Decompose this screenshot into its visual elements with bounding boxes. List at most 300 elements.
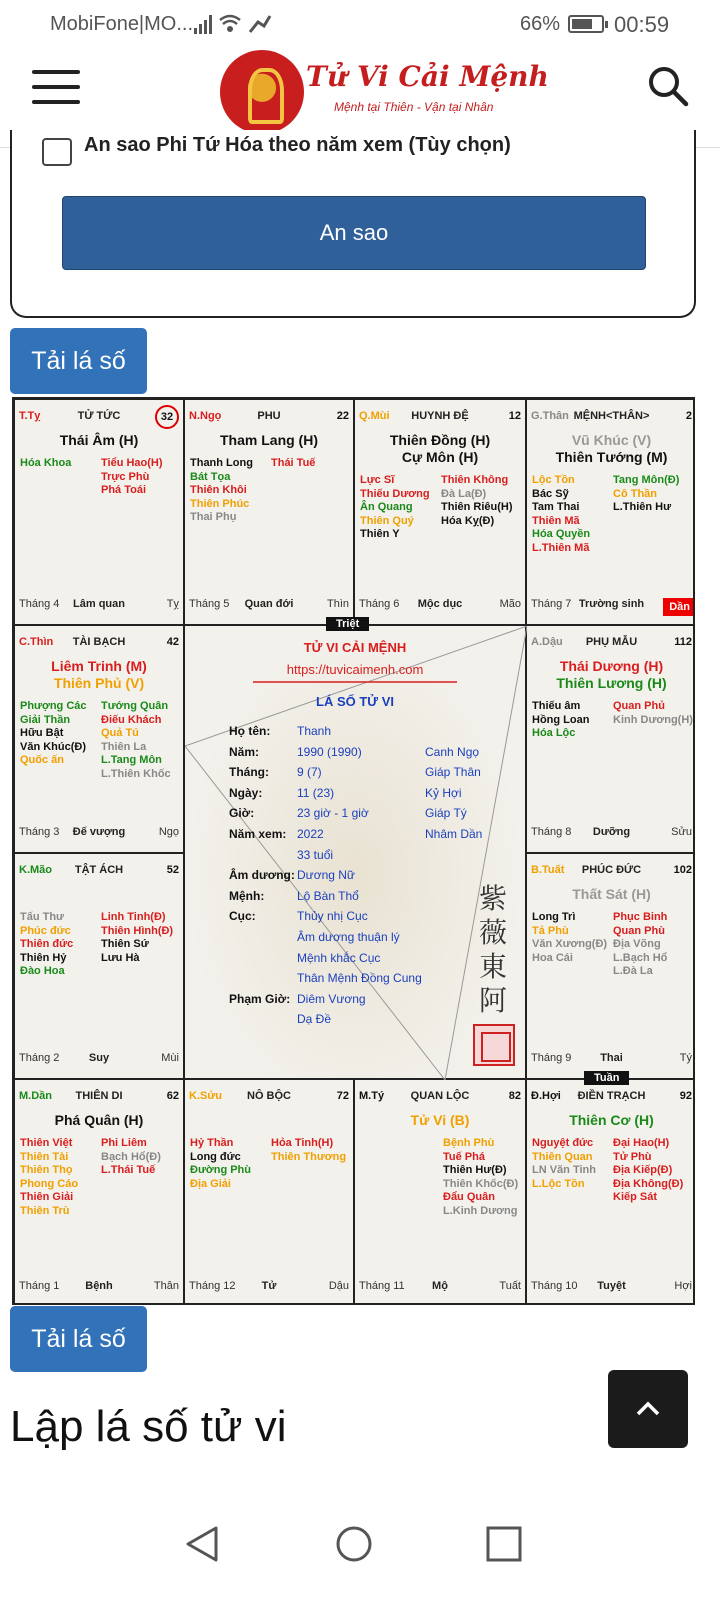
cell-footer (531, 826, 692, 840)
logo-emblem-icon (220, 50, 304, 134)
status-bar (0, 0, 720, 48)
life-phase: Tử (261, 1280, 277, 1292)
minor-star: L.Lộc Tồn (532, 1177, 585, 1190)
minor-star: Hóa Kỵ(Đ) (441, 514, 495, 527)
minor-star: Hóa Quyền (532, 528, 591, 540)
logo-slogan: Mệnh tại Thiên - Vận tại Nhân (334, 100, 494, 114)
palace-name: HUYNH ĐỆ (411, 410, 469, 422)
minor-star: Thiếu Dương (360, 487, 430, 500)
palace-name: TẬT ÁCH (74, 864, 124, 876)
minor-star: Thiên Thương (271, 1150, 347, 1163)
carrier-name: MobiFone|MO... (50, 13, 194, 35)
minor-star: Phượng Các (20, 700, 87, 712)
minor-star: Thiên Quý (360, 514, 414, 527)
minor-star: Thiên Tài (20, 1150, 69, 1163)
palace-branch: N.Ngọ (189, 410, 222, 422)
zodiac-branch: Mùi (161, 1052, 179, 1064)
life-phase: Bệnh (85, 1280, 113, 1292)
minor-stars-right (101, 700, 171, 781)
minor-star: Thiên Không (441, 474, 509, 486)
zodiac-branch: Tỵ (166, 598, 179, 610)
minor-star: Hồng Loan (532, 713, 590, 726)
minor-star: Thiên Hư(Đ) (443, 1164, 507, 1176)
minor-star: Đường Phù (190, 1164, 251, 1176)
month-label: Tháng 12 (189, 1280, 236, 1292)
life-phase: Suy (88, 1052, 110, 1064)
info-value: Dương Nữ (297, 868, 355, 883)
chevron-up-icon (608, 1370, 688, 1448)
minor-star: Thiên Phúc (190, 497, 250, 510)
minor-star: Bệnh Phù (443, 1137, 495, 1149)
main-star: Thái Dương (H) (559, 658, 664, 674)
minor-star: Kinh Dương(H) (613, 713, 693, 726)
tuan-tag: Tuần (584, 1071, 629, 1085)
phi-tu-hoa-checkbox[interactable] (42, 138, 72, 166)
cell-footer (531, 1052, 692, 1066)
minor-star: Điếu Khách (101, 713, 162, 726)
palace-name: PHỤ MẪU (585, 636, 638, 648)
minor-stars-left (532, 911, 607, 965)
info-value: Thủy nhị Cục (297, 909, 368, 924)
palace-name: QUAN LỘC (410, 1090, 470, 1102)
life-phase: Quan đới (244, 598, 294, 610)
minor-star: Thiên đức (20, 938, 74, 950)
scroll-to-top-button[interactable] (608, 1370, 688, 1448)
minor-star: Thiên Mã (532, 514, 580, 527)
minor-star: Hữu Bật (20, 727, 64, 739)
minor-star: Quan Phủ (613, 700, 665, 712)
info-value: 9 (7) (297, 765, 322, 780)
info-row (185, 745, 527, 763)
palace-cell[interactable] (526, 625, 695, 853)
info-row (185, 889, 527, 907)
zodiac-branch: Hợi (674, 1280, 692, 1292)
palace-branch: K.Sửu (189, 1090, 223, 1102)
info-row (185, 827, 527, 845)
palace-age: 42 (166, 636, 179, 648)
minor-star: Nguyệt đức (532, 1137, 594, 1149)
tu-vi-chart (12, 397, 695, 1305)
an-sao-button[interactable]: An sao (62, 196, 646, 270)
minor-star: Phúc đức (20, 924, 71, 937)
palace-age: 62 (166, 1090, 179, 1102)
palace-age: 102 (673, 864, 692, 876)
menu-icon[interactable] (32, 70, 80, 106)
info-row (185, 930, 527, 948)
palace-age: 112 (674, 636, 692, 648)
search-icon[interactable] (646, 64, 690, 108)
minor-star: L.Đà La (613, 965, 653, 977)
palace-branch: B.Tuất (531, 864, 565, 876)
minor-star: Quan Phù (613, 924, 665, 937)
minor-star: Linh Tinh(Đ) (101, 911, 166, 923)
info-value: Dạ Đề (297, 1012, 332, 1027)
minor-stars-left (20, 911, 73, 979)
minor-star: Bát Tọa (190, 470, 231, 483)
minor-star: Văn Xương(Đ) (532, 938, 608, 950)
minor-star: Quả Tú (101, 727, 139, 739)
month-label: Tháng 10 (531, 1280, 578, 1292)
minor-star: Thái Tuế (271, 457, 316, 469)
triet-tag: Triệt (326, 617, 369, 631)
palace-age: 52 (166, 864, 179, 876)
minor-stars-right (101, 911, 173, 965)
minor-star: Đẩu Quân (443, 1191, 495, 1203)
palace-branch: K.Mão (19, 864, 52, 876)
minor-star: Long Trì (532, 911, 576, 923)
info-value: Lộ Bàn Thổ (297, 888, 359, 903)
main-stars (15, 658, 183, 692)
cell-footer (359, 598, 521, 612)
minor-star: Tử Phù (613, 1150, 652, 1163)
dan-tag: Dần (663, 598, 695, 616)
minor-star: Thai Phụ (190, 511, 237, 523)
minor-stars-right (271, 1137, 346, 1164)
palace-age: 32 (155, 405, 179, 429)
life-phase: Trường sinh (578, 598, 645, 610)
zodiac-branch: Dậu (328, 1280, 349, 1292)
minor-star: Tuế Phá (443, 1150, 485, 1163)
info-value-2: Giáp Tý (425, 806, 467, 821)
cell-footer (531, 1280, 692, 1294)
palace-name: THIÊN DI (75, 1090, 123, 1102)
cell-footer (189, 1280, 349, 1294)
main-stars (15, 1112, 183, 1129)
minor-star: Văn Khúc(Đ) (20, 740, 86, 753)
month-label: Tháng 7 (531, 598, 572, 610)
main-star: Tham Lang (H) (220, 432, 318, 448)
life-phase: Thai (600, 1052, 623, 1064)
month-label: Tháng 5 (189, 598, 230, 610)
minor-stars-right (271, 457, 315, 471)
minor-star: Quốc ấn (20, 754, 65, 766)
minor-star: Đào Hoa (20, 965, 65, 977)
minor-star: Địa Kiếp(Đ) (613, 1164, 673, 1176)
palace-cell[interactable] (14, 625, 184, 853)
minor-star: Đại Hao(H) (613, 1137, 670, 1149)
minor-stars-right (443, 1137, 518, 1218)
info-value-2: Giáp Thân (425, 765, 481, 780)
month-label: Tháng 9 (531, 1052, 572, 1064)
life-phase: Dưỡng (592, 826, 631, 838)
minor-star: Địa Võng (613, 938, 661, 950)
minor-star: Phục Binh (613, 911, 668, 923)
minor-stars-right (101, 457, 163, 498)
minor-star: L.Thiên Khốc (101, 767, 171, 780)
palace-branch: Đ.Hợi (531, 1090, 561, 1102)
main-star: Thái Âm (H) (59, 432, 139, 448)
info-value-2: Kỷ Hợi (425, 785, 462, 800)
minor-stars-left (190, 1137, 251, 1191)
info-row (185, 909, 527, 927)
month-label: Tháng 6 (359, 598, 400, 610)
minor-stars-right (441, 474, 513, 528)
main-stars (527, 658, 695, 692)
minor-star: Hoa Cái (532, 951, 573, 964)
minor-star: Bạch Hổ(Đ) (101, 1150, 161, 1163)
info-value-2: Nhâm Dần (425, 827, 483, 841)
palace-name: ĐIỀN TRẠCH (577, 1090, 646, 1102)
main-stars (527, 432, 695, 466)
minor-star: Hóa Khoa (20, 457, 72, 469)
info-row (185, 971, 527, 989)
palace-branch: Q.Mùi (359, 410, 390, 422)
month-label: Tháng 2 (19, 1052, 60, 1064)
info-key: Năm: (229, 744, 260, 759)
zodiac-branch: Ngọ (158, 826, 179, 838)
cell-footer (359, 1280, 521, 1294)
info-value: Mệnh khắc Cục (297, 950, 381, 965)
minor-star: Phi Liêm (101, 1137, 147, 1149)
minor-star: Thiên Riêu(H) (441, 501, 513, 513)
center-url[interactable]: https://tuvicaimenh.com (286, 662, 424, 677)
info-row (185, 992, 527, 1010)
minor-star: Tang Môn(Đ) (613, 474, 680, 486)
minor-stars-right (613, 700, 693, 727)
cell-footer (19, 598, 179, 612)
info-row (185, 868, 527, 886)
main-stars (527, 1112, 695, 1129)
palace-age: 92 (679, 1090, 692, 1102)
minor-stars-right (613, 1137, 683, 1205)
minor-star: Hỷ Thần (190, 1137, 234, 1149)
main-star: Thiên Cơ (H) (569, 1112, 654, 1128)
palace-cell[interactable] (526, 1079, 695, 1305)
palace-branch: G.Thân (531, 410, 569, 422)
battery-percent: 66% (520, 13, 561, 35)
cell-footer (19, 826, 179, 840)
minor-star: L.Thiên Hư (613, 501, 672, 513)
palace-cell[interactable] (14, 853, 184, 1079)
palace-age: 22 (336, 410, 349, 422)
cell-footer (189, 598, 349, 612)
minor-star: Cô Thần (613, 487, 657, 500)
minor-star: Tướng Quân (101, 700, 169, 712)
zodiac-branch: Mão (499, 598, 521, 610)
month-label: Tháng 8 (531, 826, 572, 838)
minor-star: LN Văn Tinh (532, 1164, 596, 1176)
info-value: 33 tuổi (297, 847, 334, 862)
zodiac-branch: Thân (153, 1280, 179, 1292)
minor-star: Hóa Lộc (532, 727, 576, 739)
android-nav-bar (0, 1480, 720, 1600)
palace-age: 12 (508, 410, 521, 422)
info-value: 2022 (297, 827, 324, 841)
palace-cell[interactable] (354, 399, 526, 625)
life-phase: Mộ (432, 1280, 448, 1292)
minor-star: Tam Thai (532, 501, 580, 513)
zodiac-branch: Sửu (671, 826, 692, 838)
minor-star: Lực Sĩ (360, 474, 395, 486)
minor-star: Địa Không(Đ) (613, 1177, 684, 1190)
month-label: Tháng 1 (19, 1280, 60, 1292)
palace-branch: A.Dậu (531, 636, 563, 648)
minor-star: Long đức (190, 1150, 241, 1163)
minor-star: Thiên Khôi (190, 484, 247, 496)
info-value-2: Canh Ngọ (425, 744, 480, 759)
chart-form (10, 130, 696, 318)
minor-star: L.Thiên Mã (532, 541, 590, 554)
info-key: Năm xem: (229, 827, 287, 841)
main-star: Thiên Lương (H) (556, 675, 667, 691)
minor-star: Thiên Việt (20, 1137, 73, 1149)
main-stars (15, 432, 183, 449)
info-row (185, 848, 527, 866)
clock: 00:59 (614, 12, 670, 37)
palace-cell[interactable] (526, 399, 695, 625)
info-key: Phạm Giờ: (229, 991, 291, 1006)
minor-star: Giải Thần (20, 713, 71, 726)
minor-stars-right (613, 474, 679, 515)
home-icon[interactable] (334, 1524, 374, 1564)
main-star: Phá Quân (H) (54, 1112, 144, 1128)
palace-branch: M.Tý (359, 1090, 385, 1102)
main-star: Thiên Phủ (V) (53, 675, 145, 691)
minor-star: Kiếp Sát (613, 1191, 658, 1203)
main-star: Liêm Trinh (M) (51, 658, 147, 674)
minor-star: Bác Sỹ (532, 487, 569, 500)
info-row (185, 765, 527, 783)
minor-star: Tấu Thư (20, 911, 65, 923)
minor-stars-right (613, 911, 667, 979)
center-subtitle: LÁ SỐ TỬ VI (316, 694, 394, 709)
minor-star: Thiên Trù (20, 1204, 70, 1217)
minor-star: Thiên Quan (532, 1150, 593, 1163)
page-heading: Lập lá số tử vi (10, 1402, 287, 1451)
download-chart-button-bottom[interactable]: Tải lá số (10, 1306, 147, 1372)
minor-stars-left (532, 700, 589, 741)
minor-star: L.Thái Tuế (101, 1164, 156, 1176)
palace-cell[interactable] (526, 853, 695, 1079)
life-phase: Tuyệt (597, 1280, 626, 1292)
palace-name: PHU (257, 410, 281, 422)
minor-star: Địa Giải (190, 1177, 231, 1190)
battery-icon (568, 15, 604, 33)
palace-name: TỬ TỨC (77, 410, 121, 422)
month-label: Tháng 11 (359, 1280, 405, 1292)
minor-star: Phong Cáo (20, 1177, 79, 1190)
minor-star: L.Tang Môn (101, 754, 162, 766)
palace-branch: M.Dần (19, 1090, 52, 1102)
main-stars (355, 432, 525, 466)
minor-star: Thiên Hỷ (20, 951, 67, 964)
month-label: Tháng 4 (19, 598, 60, 610)
info-key: Giờ: (229, 806, 255, 821)
info-row (185, 724, 527, 742)
info-value: Diêm Vương (297, 991, 366, 1006)
minor-star: Thiên Giải (20, 1191, 74, 1203)
phi-tu-hoa-label: An sao Phi Tứ Hóa theo năm xem (Tùy chọn) (84, 134, 511, 156)
minor-stars-left (360, 474, 430, 542)
zodiac-branch: Tý (679, 1052, 692, 1064)
main-star: Thiên Đồng (H) (389, 432, 491, 448)
life-phase: Mộc dục (417, 598, 463, 610)
palace-cell[interactable] (14, 399, 184, 625)
palace-cell[interactable] (14, 1079, 184, 1305)
minor-star: Lộc Tồn (532, 474, 575, 486)
info-value: Thân Mệnh Đồng Cung (297, 971, 422, 986)
main-star: Thất Sát (H) (572, 886, 651, 902)
palace-branch: C.Thìn (19, 636, 54, 648)
info-value: Thanh (297, 724, 332, 738)
download-chart-button[interactable]: Tải lá số (10, 328, 147, 394)
minor-star: Lưu Hà (101, 951, 140, 964)
month-label: Tháng 3 (19, 826, 60, 838)
minor-star: Thanh Long (190, 457, 253, 469)
minor-star: Tiểu Hao(H) (101, 457, 163, 469)
zodiac-branch: Tuất (499, 1280, 521, 1292)
palace-age: 2 (685, 410, 692, 422)
main-stars (527, 886, 695, 903)
info-key: Họ tên: (229, 724, 271, 738)
back-icon[interactable] (182, 1524, 222, 1564)
main-star: Cự Môn (H) (401, 449, 479, 465)
info-row (185, 786, 527, 804)
minor-stars-left (190, 457, 253, 525)
palace-name: NÔ BỘC (247, 1090, 291, 1102)
cell-footer (19, 1280, 179, 1294)
info-key: Âm dương: (229, 868, 295, 883)
site-logo[interactable] (218, 48, 549, 138)
minor-star: Thiên Sứ (101, 938, 149, 950)
main-stars (355, 1112, 525, 1129)
minor-star: Thiên Y (360, 528, 400, 540)
minor-star: Đà La(Đ) (441, 487, 487, 500)
info-row (185, 806, 527, 824)
minor-star: L.Kinh Dương (443, 1204, 518, 1217)
palace-cell[interactable] (184, 399, 354, 625)
palace-branch: T.Tỵ (19, 410, 41, 422)
info-key: Mệnh: (229, 888, 265, 903)
minor-stars-left (20, 700, 87, 768)
minor-star: Ân Quang (360, 501, 413, 513)
seal-stamp-icon (473, 1024, 515, 1066)
palace-name: PHÚC ĐỨC (581, 864, 642, 876)
life-phase: Lâm quan (73, 598, 125, 610)
minor-star: Thiên Khốc(Đ) (443, 1177, 519, 1190)
signal-wifi-icons (192, 12, 272, 36)
minor-stars-left (20, 457, 71, 471)
minor-star: Thiên Thọ (20, 1164, 73, 1176)
info-value: 23 giờ - 1 giờ (297, 806, 369, 821)
info-key: Tháng: (229, 765, 269, 780)
minor-star: Trực Phù (101, 470, 150, 483)
minor-stars-right (101, 1137, 161, 1178)
chart-center-info (184, 625, 526, 1079)
minor-star: Phá Toái (101, 484, 147, 496)
info-value: 1990 (1990) (297, 744, 362, 759)
minor-stars-left (532, 474, 590, 555)
minor-stars-left (532, 1137, 596, 1191)
palace-cell[interactable] (184, 1079, 354, 1305)
logo-brand-text: Tử Vi Cải Mệnh (306, 60, 549, 93)
cell-footer (19, 1052, 179, 1066)
main-star: Vũ Khúc (V) (571, 432, 652, 448)
minor-star: Hỏa Tinh(H) (271, 1137, 334, 1149)
main-star: Thiên Tướng (M) (555, 449, 668, 465)
main-star: Tử Vi (B) (410, 1112, 470, 1128)
center-title: TỬ VI CẢI MỆNH (303, 640, 407, 655)
zodiac-branch: Thìn (326, 598, 349, 610)
info-row (185, 951, 527, 969)
info-value: 11 (23) (297, 785, 335, 800)
chinese-calligraphy: 紫薇東阿 (478, 882, 507, 1017)
palace-name: MỆNH<THÂN> (573, 410, 650, 422)
minor-star: Thiên La (101, 740, 147, 753)
recents-icon[interactable] (484, 1524, 524, 1564)
palace-cell[interactable] (354, 1079, 526, 1305)
palace-age: 72 (336, 1090, 349, 1102)
